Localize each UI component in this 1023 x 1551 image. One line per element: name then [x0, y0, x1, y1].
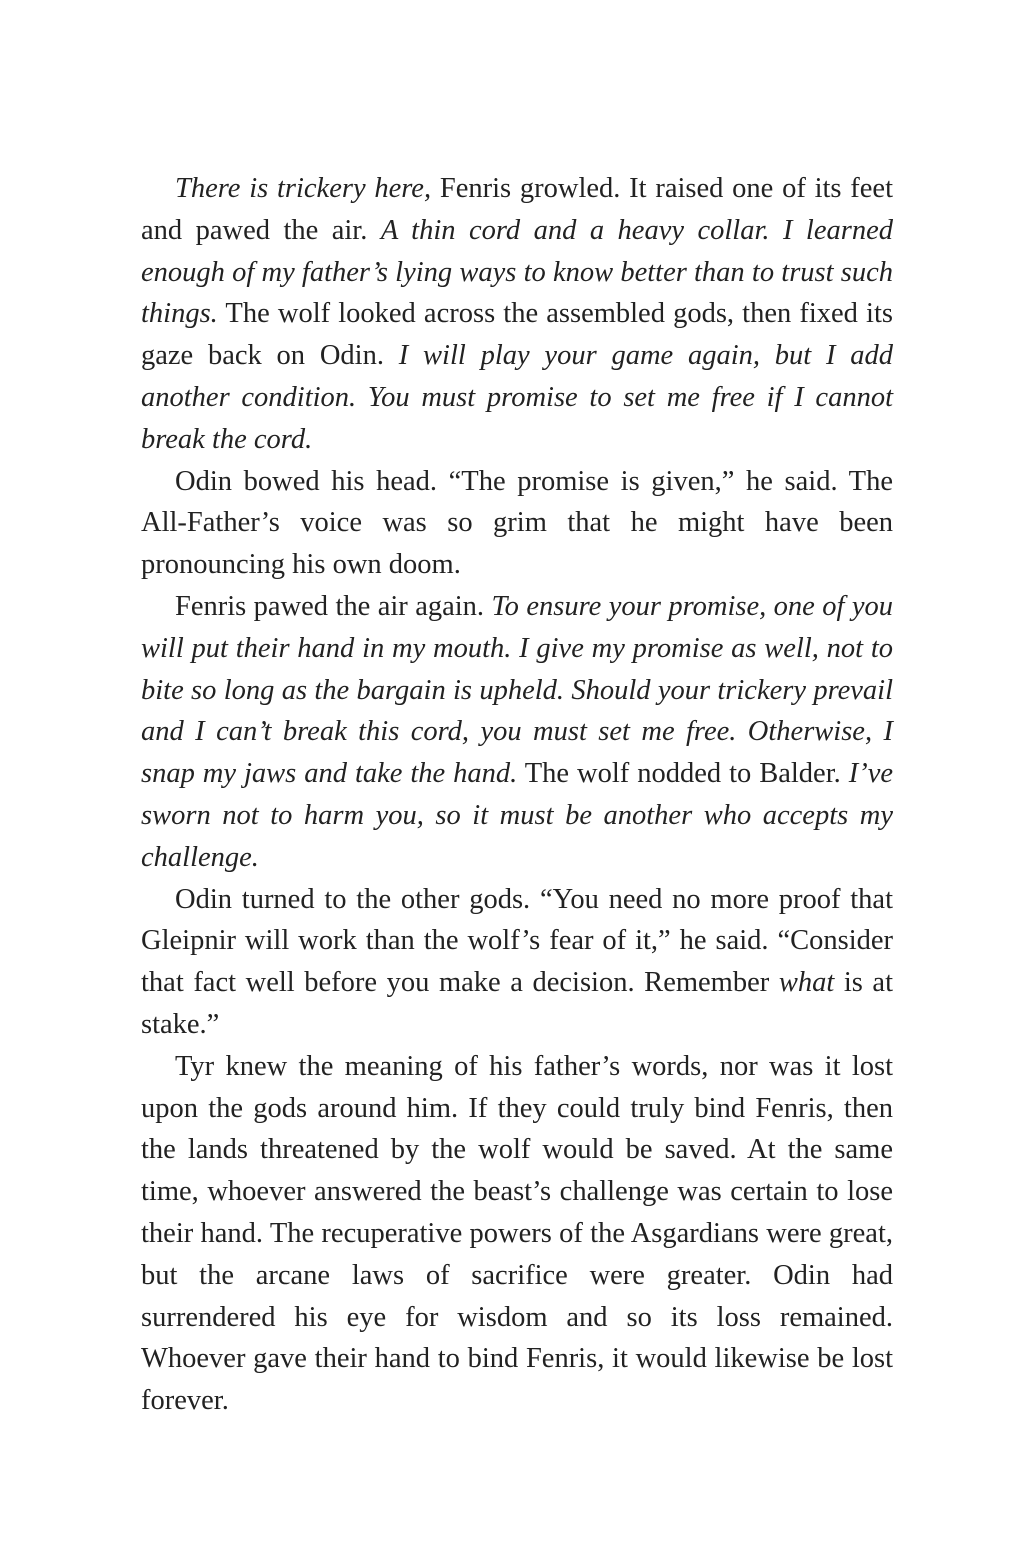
italic-text: what: [778, 967, 835, 999]
body-text: Odin bowed his head. “The promise is given,” he said. The All-Father’s voice was so grim that he might have been pronouncing his own doom.: [141, 465, 893, 581]
italic-text: I will play your game again, but I add another condition. You must promise to set me free if I cannot break the cord.: [141, 340, 893, 455]
paragraph: [141, 586, 893, 879]
body-text: Odin turned to the other gods. “You need no more proof that Gleipnir will work than the wolf’s fear of it,” he said. “Consider that fact well before you make a decision. Remember: [141, 883, 893, 999]
paragraph: [141, 168, 893, 461]
italic-text: A thin cord and a heavy collar. I learned enough of my father’s lying ways to know better than to trust such things.: [141, 214, 893, 330]
paragraph: [141, 461, 893, 586]
body-text: The wolf nodded to Balder.: [517, 758, 849, 790]
body-text: The wolf looked across the assembled gods, then fixed its gaze back on Odin.: [141, 298, 893, 372]
body-text: Fenris growled. It raised one of its feet and pawed the air.: [141, 173, 893, 246]
body-text: is at stake.”: [141, 967, 893, 1040]
body-text: Fenris pawed the air again.: [175, 590, 492, 622]
book-page-body: [141, 168, 893, 1422]
italic-text: I’ve sworn not to harm you, so it must be another who accepts my challenge.: [141, 758, 893, 873]
paragraph: [141, 879, 893, 1046]
paragraph: [141, 1046, 893, 1422]
italic-text: To ensure your promise, one of you will put their hand in my mouth. I give my promise as well, not to bite so long as the bargain is upheld. Should your trickery prevail and I can’t break this cord, you must set me free. Otherwise, I snap my jaws and take the hand.: [141, 590, 893, 790]
body-text: Tyr knew the meaning of his father’s words, nor was it lost upon the gods around him. If they could truly bind Fenris, then the lands threatened by the wolf would be saved. At the same time, whoever answered the beast’s challenge was certain to lose their hand. The recuperative powers of the Asgardians were great, but the arcane laws of sacrifice were greater. Odin had surrendered his eye for wisdom and so its loss remained. Whoever gave their hand to bind Fenris, it would likewise be lost forever.: [141, 1050, 893, 1417]
italic-text: There is trickery here,: [175, 173, 432, 204]
